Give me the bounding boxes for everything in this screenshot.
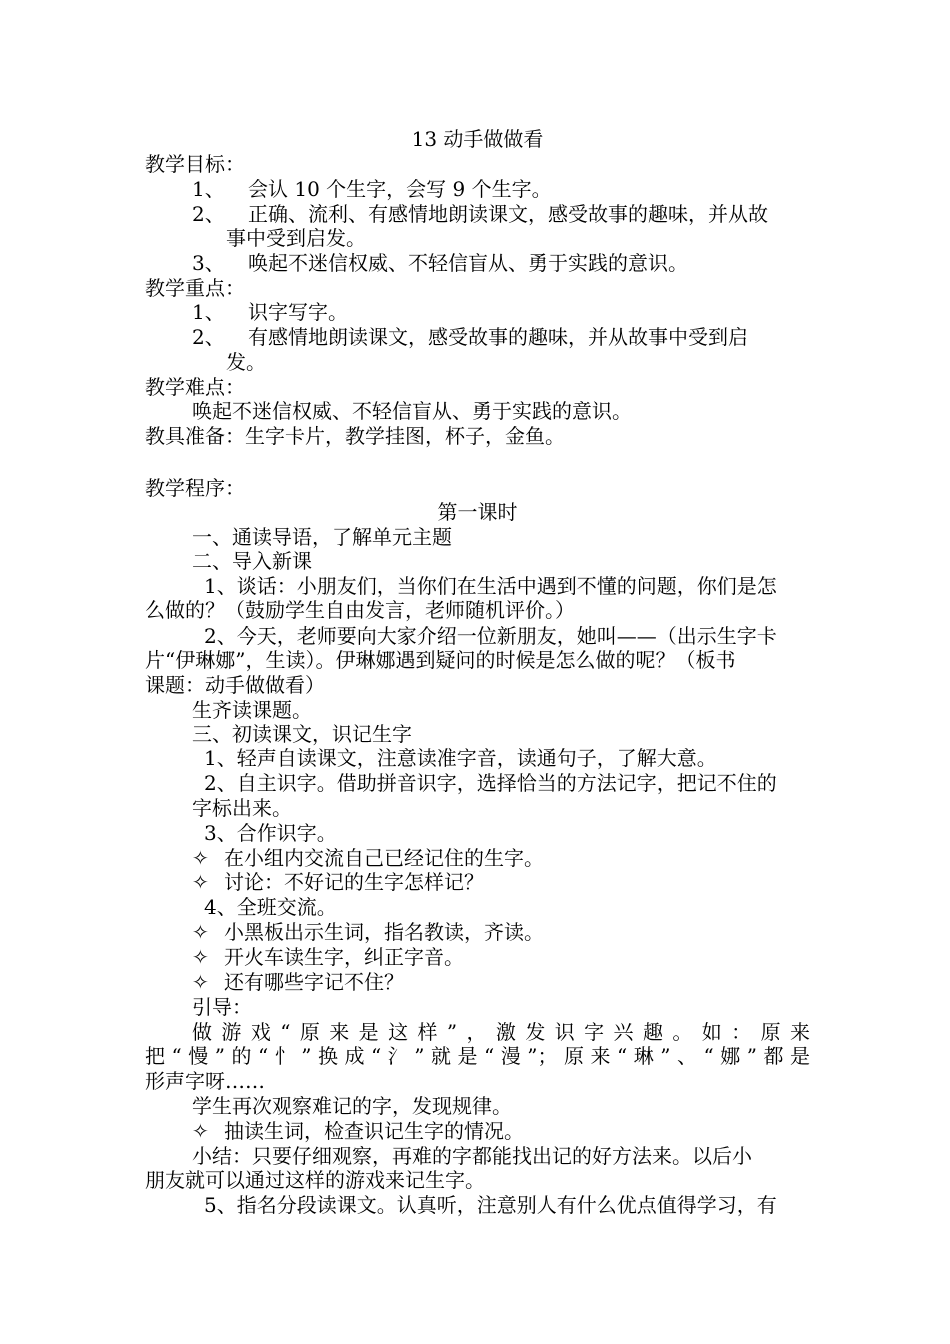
keypoint-item: 1、 识字写字。 [192, 300, 348, 324]
bullet-item: ✧ 在小组内交流自己已经记住的生字。 [192, 846, 544, 870]
paragraph-line: 学生再次观察难记的字，发现规律。 [192, 1094, 512, 1118]
paragraph-line: 片“伊琳娜”，生读）。伊琳娜遇到疑问的时候是怎么做的呢？（板书 [145, 648, 736, 672]
objective-item-continuation: 事中受到启发。 [226, 226, 366, 250]
bullet-item: ✧ 小黑板出示生词，指名教读，齐读。 [192, 920, 544, 944]
keypoint-item-continuation: 发。 [226, 350, 266, 374]
keypoints-heading: 教学重点： [145, 276, 245, 300]
paragraph-line: 朋友就可以通过这样的游戏来记生字。 [145, 1168, 485, 1192]
paragraph-line: 做游戏“原来是这样”，激发识字兴趣。如：原来 [192, 1020, 810, 1044]
paragraph-line: 把“慢”的“忄”换成“氵”就是“漫”；原来“琳”、“娜”都是 [145, 1044, 810, 1068]
doc-title: 13 动手做做看 [411, 127, 544, 151]
difficulty-text: 唤起不迷信权威、不轻信盲从、勇于实践的意识。 [192, 399, 632, 423]
paragraph-line: 么做的？（鼓励学生自由发言，老师随机评价。） [145, 598, 575, 622]
keypoint-item: 2、 有感情地朗读课文，感受故事的趣味，并从故事中受到启 [192, 325, 748, 349]
step-heading: 一、通读导语，了解单元主题 [192, 525, 452, 549]
paragraph-line: 形声字呀…… [145, 1069, 265, 1093]
bullet-icon: ✧ [192, 870, 209, 894]
paragraph-line: 字标出来。 [192, 796, 292, 820]
paragraph-line: 课题：动手做做看） [145, 673, 325, 697]
materials-line: 教具准备：生字卡片，教学挂图，杯子，金鱼。 [145, 424, 565, 448]
difficulty-heading: 教学难点： [145, 375, 245, 399]
paragraph-line: 2、自主识字。借助拼音识字，选择恰当的方法记字，把记不住的 [204, 771, 777, 795]
paragraph-line: 小结：只要仔细观察，再难的字都能找出记的好方法来。以后小 [192, 1144, 752, 1168]
bullet-icon: ✧ [192, 920, 209, 944]
objectives-heading: 教学目标： [145, 152, 245, 176]
objective-item: 3、 唤起不迷信权威、不轻信盲从、勇于实践的意识。 [192, 251, 688, 275]
bullet-item: ✧ 还有哪些字记不住？ [192, 970, 404, 994]
paragraph-line: 5、指名分段读课文。认真听，注意别人有什么优点值得学习，有 [204, 1193, 777, 1217]
objective-item: 1、 会认 10 个生字，会写 9 个生字。 [192, 177, 552, 201]
paragraph-line: 1、轻声自读课文，注意读准字音，读通句子，了解大意。 [204, 746, 717, 770]
paragraph-line: 4、全班交流。 [204, 895, 337, 919]
step-heading: 三、初读课文，识记生字 [192, 722, 412, 746]
bullet-icon: ✧ [192, 1119, 209, 1143]
bullet-item: ✧ 抽读生词，检查识记生字的情况。 [192, 1119, 524, 1143]
paragraph-line: 1、谈话：小朋友们，当你们在生活中遇到不懂的问题，你们是怎 [204, 574, 777, 598]
bullet-item: ✧ 讨论：不好记的生字怎样记？ [192, 870, 484, 894]
objective-item: 2、 正确、流利、有感情地朗读课文，感受故事的趣味，并从故 [192, 202, 768, 226]
paragraph-line: 2、今天，老师要向大家介绍一位新朋友，她叫——（出示生字卡 [204, 624, 777, 648]
session-title: 第一课时 [437, 500, 518, 524]
paragraph-line: 3、合作识字。 [204, 821, 337, 845]
bullet-icon: ✧ [192, 970, 209, 994]
paragraph-line: 引导： [192, 995, 252, 1019]
bullet-icon: ✧ [192, 945, 209, 969]
paragraph-line: 生齐读课题。 [192, 698, 312, 722]
bullet-item: ✧ 开火车读生字，纠正字音。 [192, 945, 464, 969]
bullet-icon: ✧ [192, 846, 209, 870]
procedure-heading: 教学程序： [145, 476, 245, 500]
step-heading: 二、导入新课 [192, 549, 312, 573]
